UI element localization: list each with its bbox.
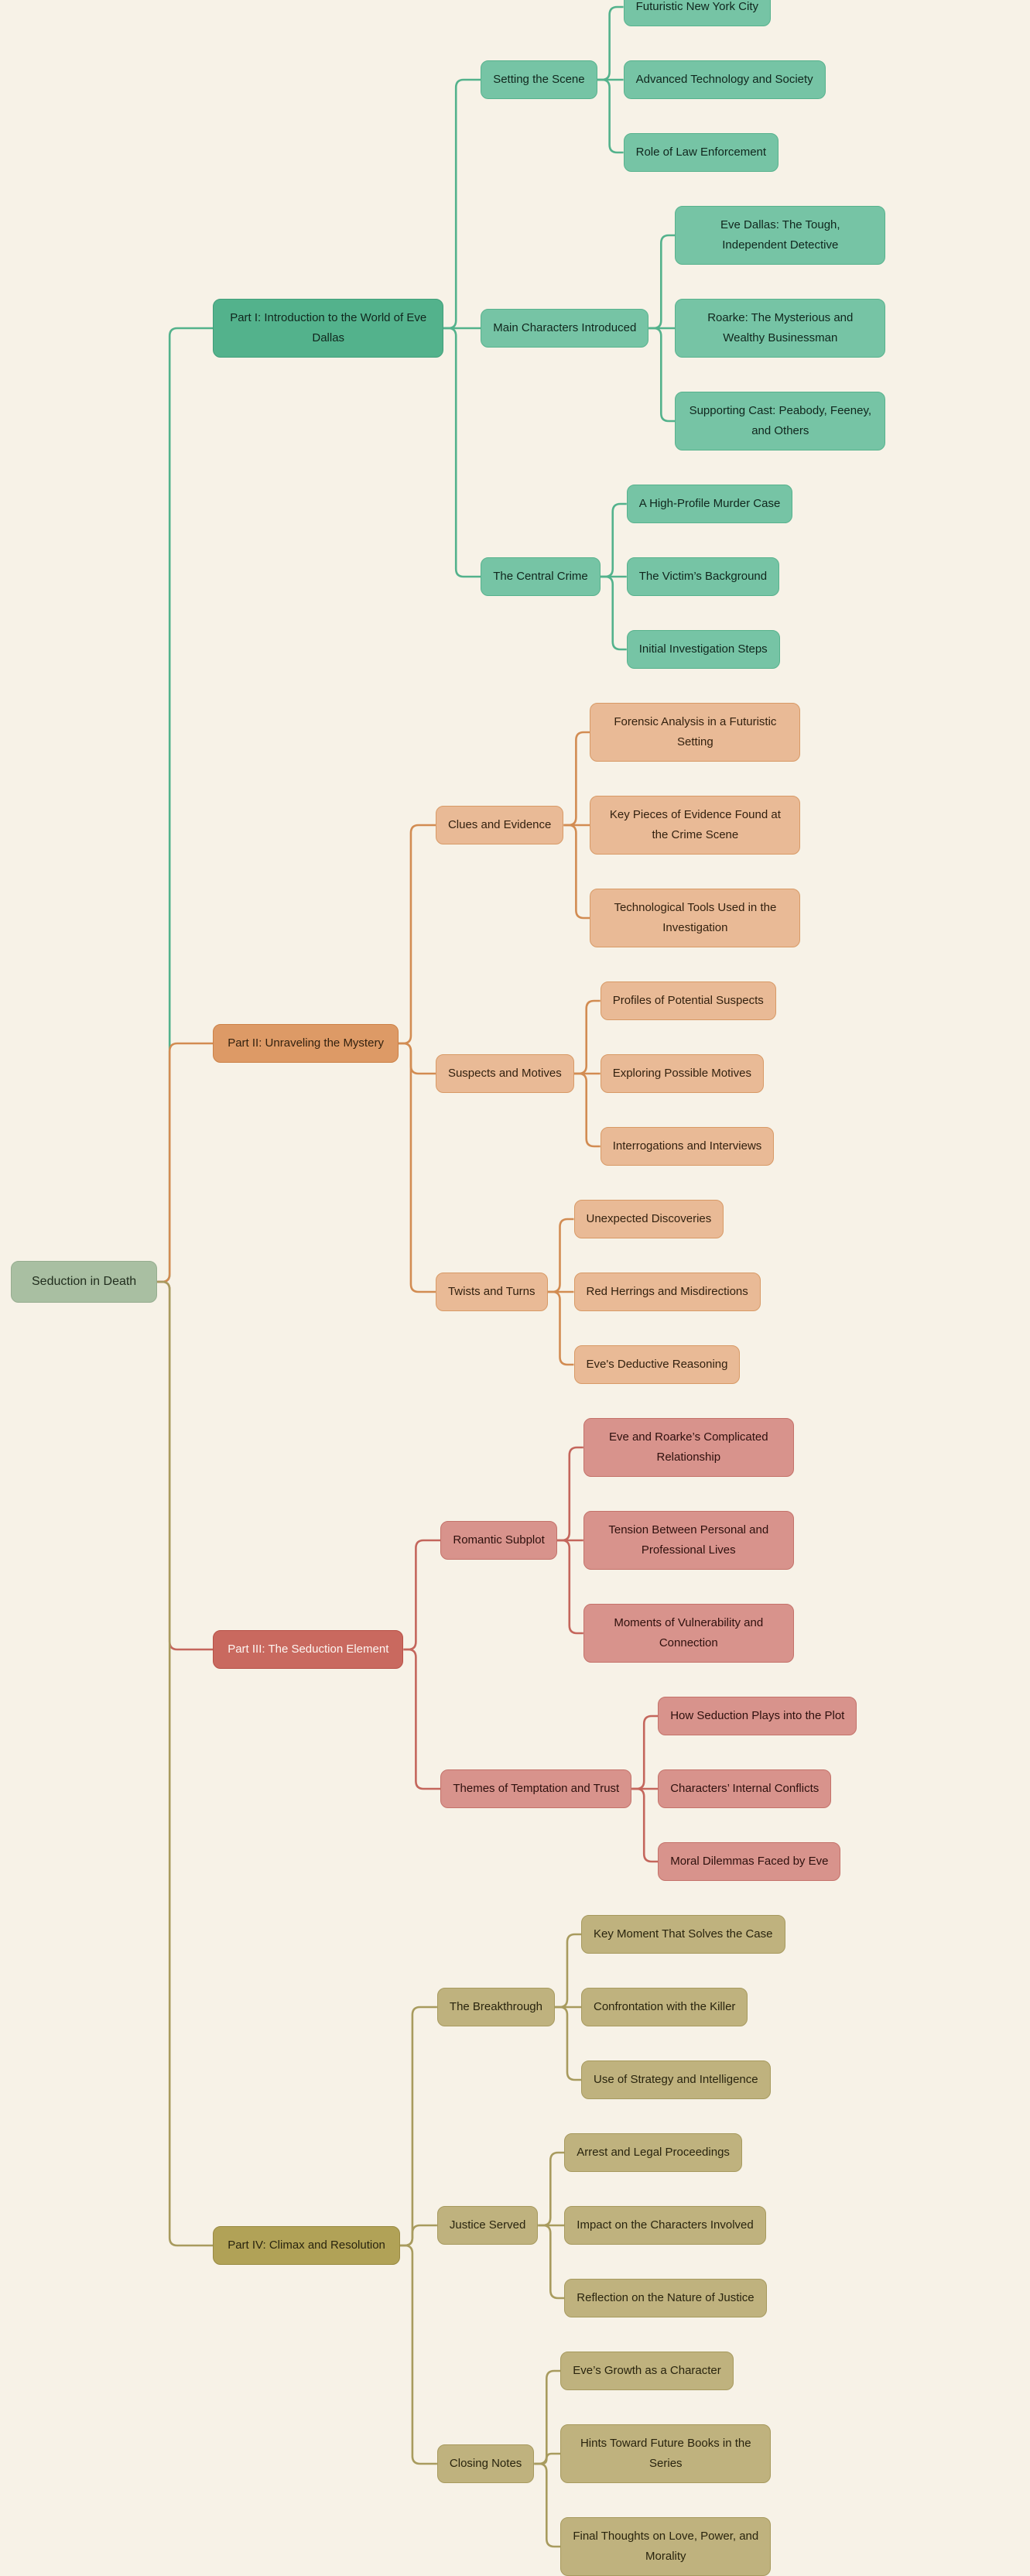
leaf-node[interactable]: Final Thoughts on Love, Power, and Morality [560, 2517, 771, 2576]
children-column [437, 1915, 785, 2576]
leaf-node[interactable]: Moral Dilemmas Faced by Eve [658, 1842, 840, 1881]
root-node[interactable]: Seduction in Death [11, 1261, 157, 1303]
branch-node[interactable]: Closing Notes [437, 2444, 534, 2483]
mindmap-subtree [590, 703, 800, 762]
mindmap-subtree [627, 630, 793, 669]
leaf-node[interactable]: Technological Tools Used in the Investigation [590, 889, 800, 947]
branch-node[interactable]: The Breakthrough [437, 1988, 555, 2026]
leaf-node[interactable]: Exploring Possible Motives [601, 1054, 764, 1093]
mindmap-subtree [481, 485, 885, 669]
mindmap-subtree [590, 889, 800, 947]
mindmap-subtree [560, 2424, 771, 2483]
leaf-node[interactable]: Key Moment That Solves the Case [581, 1915, 785, 1954]
mindmap-subtree [583, 1418, 794, 1477]
mindmap-subtree [440, 1418, 857, 1663]
leaf-node[interactable]: Red Herrings and Misdirections [574, 1273, 761, 1311]
branch-node[interactable]: Romantic Subplot [440, 1521, 556, 1560]
leaf-node[interactable]: Roarke: The Mysterious and Wealthy Businessman [675, 299, 885, 358]
mindmap-subtree [658, 1769, 857, 1808]
branch-node[interactable]: Twists and Turns [436, 1273, 548, 1311]
part-node[interactable]: Part III: The Seduction Element [213, 1630, 403, 1669]
mindmap-subtree [436, 1200, 800, 1384]
leaf-node[interactable]: Supporting Cast: Peabody, Feeney, and Others [675, 392, 885, 450]
mindmap-subtree [213, 703, 885, 1384]
leaf-node[interactable]: Initial Investigation Steps [627, 630, 780, 669]
leaf-node[interactable]: Advanced Technology and Society [624, 60, 826, 99]
mindmap-subtree [437, 2133, 785, 2317]
leaf-node[interactable]: A High-Profile Murder Case [627, 485, 793, 523]
branch-node[interactable]: The Central Crime [481, 557, 601, 596]
branch-node[interactable]: Suspects and Motives [436, 1054, 574, 1093]
mindmap-subtree [574, 1200, 761, 1238]
leaf-node[interactable]: Impact on the Characters Involved [564, 2206, 765, 2245]
children-column [627, 485, 793, 669]
mindmap-subtree [481, 0, 885, 172]
children-column [574, 1200, 761, 1384]
mindmap-subtree [627, 557, 793, 596]
leaf-node[interactable]: Reflection on the Nature of Justice [564, 2279, 766, 2317]
children-column [440, 1418, 857, 1881]
leaf-node[interactable]: Forensic Analysis in a Futuristic Setting [590, 703, 800, 762]
children-column [601, 981, 776, 1166]
mindmap-subtree [436, 981, 800, 1166]
mindmap-subtree [574, 1345, 761, 1384]
leaf-node[interactable]: Hints Toward Future Books in the Series [560, 2424, 771, 2483]
children-column [675, 206, 885, 450]
children-column [560, 2352, 771, 2576]
leaf-node[interactable]: Confrontation with the Killer [581, 1988, 748, 2026]
children-column [436, 703, 800, 1384]
leaf-node[interactable]: Eve's Deductive Reasoning [574, 1345, 741, 1384]
mindmap-subtree [560, 2352, 771, 2390]
part-node[interactable]: Part II: Unraveling the Mystery [213, 1024, 399, 1063]
mindmap-subtree [601, 1054, 776, 1093]
mindmap-subtree [627, 485, 793, 523]
mindmap-subtree [601, 1127, 776, 1166]
mindmap-subtree [675, 206, 885, 265]
mindmap-subtree [624, 133, 826, 172]
mindmap-subtree [560, 2517, 771, 2576]
mindmap-subtree [11, 0, 885, 2576]
part-node[interactable]: Part I: Introduction to the World of Eve Dallas [213, 299, 443, 358]
leaf-node[interactable]: Moments of Vulnerability and Connection [583, 1604, 794, 1663]
branch-node[interactable]: Themes of Temptation and Trust [440, 1769, 631, 1808]
leaf-node[interactable]: Unexpected Discoveries [574, 1200, 724, 1238]
mindmap-subtree [437, 2352, 785, 2576]
children-column [481, 0, 885, 669]
leaf-node[interactable]: Arrest and Legal Proceedings [564, 2133, 742, 2172]
children-column [590, 703, 800, 947]
mindmap-subtree [583, 1511, 794, 1570]
mindmap-subtree [213, 1418, 885, 1881]
leaf-node[interactable]: Interrogations and Interviews [601, 1127, 775, 1166]
mindmap-subtree [437, 1915, 785, 2099]
mindmap-subtree [583, 1604, 794, 1663]
branch-node[interactable]: Main Characters Introduced [481, 309, 648, 348]
mindmap-subtree [624, 60, 826, 99]
leaf-node[interactable]: Tension Between Personal and Professional Lives [583, 1511, 794, 1570]
mindmap-subtree [675, 392, 885, 450]
children-column [564, 2133, 766, 2317]
children-column [658, 1697, 857, 1881]
children-column [213, 0, 885, 2576]
leaf-node[interactable]: Futuristic New York City [624, 0, 771, 26]
leaf-node[interactable]: How Seduction Plays into the Plot [658, 1697, 857, 1735]
mindmap-subtree [590, 796, 800, 855]
mindmap-subtree [574, 1273, 761, 1311]
mindmap-subtree [658, 1842, 857, 1881]
children-column [624, 0, 826, 172]
mindmap-subtree [564, 2279, 766, 2317]
children-column [581, 1915, 785, 2099]
leaf-node[interactable]: Characters’ Internal Conflicts [658, 1769, 831, 1808]
mindmap-subtree [675, 299, 885, 358]
branch-node[interactable]: Clues and Evidence [436, 806, 563, 844]
mindmap-subtree [213, 1915, 885, 2576]
mindmap-subtree [440, 1697, 857, 1881]
mindmap-subtree [481, 206, 885, 450]
leaf-node[interactable]: Profiles of Potential Suspects [601, 981, 776, 1020]
mindmap-subtree [658, 1697, 857, 1735]
leaf-node[interactable]: Use of Strategy and Intelligence [581, 2060, 771, 2099]
branch-node[interactable]: Justice Served [437, 2206, 538, 2245]
leaf-node[interactable]: Eve and Roarke’s Complicated Relationship [583, 1418, 794, 1477]
leaf-node[interactable]: The Victim’s Background [627, 557, 779, 596]
mindmap-subtree [564, 2206, 766, 2245]
mindmap-subtree [624, 0, 826, 26]
branch-node[interactable]: Setting the Scene [481, 60, 597, 99]
mindmap-subtree [213, 0, 885, 669]
leaf-node[interactable]: Key Pieces of Evidence Found at the Crime Scene [590, 796, 800, 855]
leaf-node[interactable]: Eve’s Growth as a Character [560, 2352, 733, 2390]
mindmap-subtree [581, 1915, 785, 1954]
mindmap-subtree [601, 981, 776, 1020]
part-node[interactable]: Part IV: Climax and Resolution [213, 2226, 400, 2265]
leaf-node[interactable]: Eve Dallas: The Tough, Independent Detective [675, 206, 885, 265]
leaf-node[interactable]: Role of Law Enforcement [624, 133, 778, 172]
children-column [583, 1418, 794, 1663]
mindmap-subtree [436, 703, 800, 947]
mindmap-subtree [581, 1988, 785, 2026]
mindmap-subtree [581, 2060, 785, 2099]
mindmap-subtree [564, 2133, 766, 2172]
